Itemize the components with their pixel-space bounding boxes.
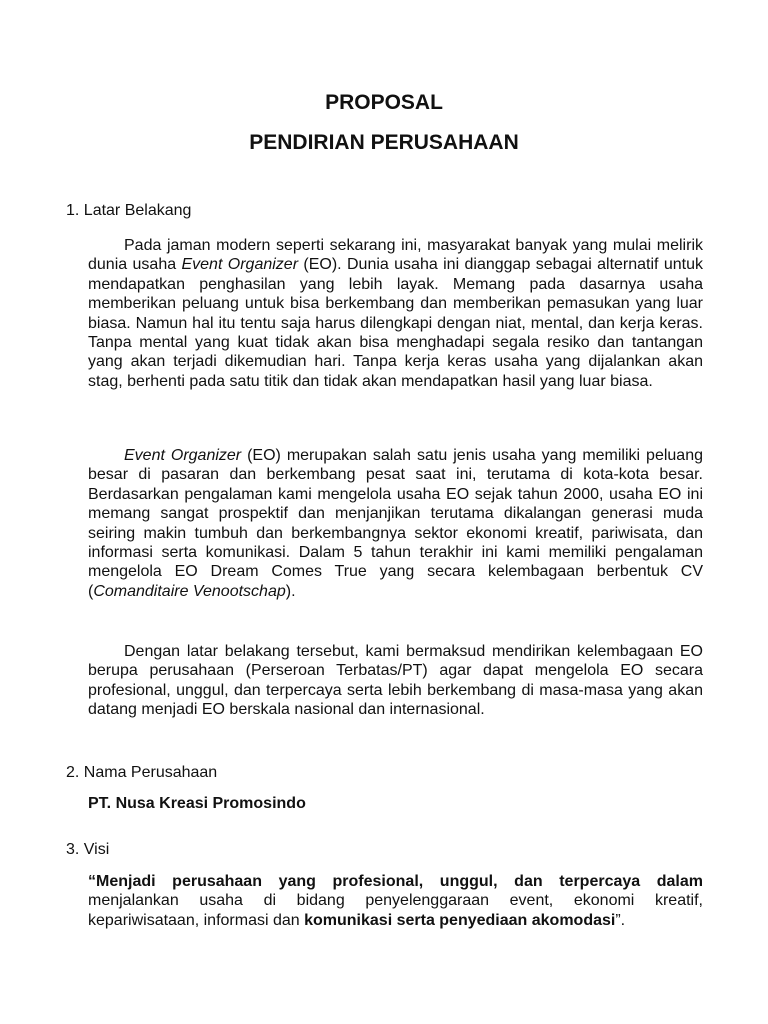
document-title: PROPOSAL — [325, 91, 443, 114]
paragraph-1-term: Event Organizer — [181, 256, 299, 274]
paragraph-2-term-cv: Comanditaire Venootschap — [93, 582, 286, 600]
paragraph-1-text-a: Pada jaman modern seperti sekarang ini, masyarakat banyak yang mulai melirik dunia usaha — [88, 237, 703, 274]
paragraph-2 — [88, 446, 703, 601]
paragraph-2-text-b: (EO) merupakan salah satu jenis usaha yang memiliki peluang besar di pasaran dan berkembang pesat saat ini, terutama di kota-kota besar. Berdasarkan pengalaman kami mengelola usaha EO sejak tahun 2000, usaha EO ini memang sangat prospektif dan menjanjikan terutama dikalangan generasi muda seiring makin tumbuh dan berkembangnya sektor ekonomi kreatif, pariwisata, dan informasi serta komunikasi. Dalam 5 tahun terakhir ini kami memiliki pengalaman mengelola EO Dream Comes True yang secara kelembagaan berbentuk CV ( — [88, 447, 703, 600]
paragraph-1-text-c: (EO). Dunia usaha ini dianggap sebagai alternatif untuk mendapatkan penghasilan yang lebih layak. Memang pada dasarnya usaha memberikan peluang untuk bisa berkembang dan memberikan pemasukan yang luar biasa. Namun hal itu tentu saja harus dilengkapi dengan niat, mental, dan kerja keras. Tanpa mental yang kuat tidak akan bisa menghadapi segala resiko dan tantangan yang akan terjadi dikemudian hari. Tanpa kerja keras usaha yang dijalankan akan stag, berhenti pada satu titik dan tidak akan mendapatkan hasil yang luar biasa. — [88, 256, 704, 390]
vision-text-a: “Menjadi perusahaan yang profesional, unggul, dan terpercaya dalam — [88, 873, 703, 890]
vision-text-d: ”. — [615, 911, 626, 929]
paragraph-3-text: Dengan latar belakang tersebut, kami bermaksud mendirikan kelembagaan EO berupa perusahaan (Perseroan Terbatas/PT) agar dapat mengelola EO secara profesional, unggul, dan terpercaya serta lebih berkembang di masa-masa yang akan datang menjadi EO berskala nasional dan internasional. — [88, 643, 703, 719]
paragraph-3 — [88, 642, 703, 720]
vision-text-c: komunikasi serta penyediaan akomodasi — [304, 911, 616, 929]
vision-statement — [88, 872, 703, 930]
paragraph-1 — [88, 236, 703, 391]
section-heading-visi: 3. Visi — [66, 841, 110, 858]
section-heading-nama-perusahaan: 2. Nama Perusahaan — [66, 764, 218, 781]
company-name: PT. Nusa Kreasi Promosindo — [88, 795, 306, 812]
vision-text-b: menjalankan usaha di bidang penyelenggaraan event, ekonomi kreatif, kepariwisataan, informasi dan — [88, 892, 703, 929]
paragraph-2-text-d: ). — [285, 582, 296, 600]
section-heading-latar-belakang: 1. Latar Belakang — [66, 202, 192, 219]
document-subtitle: PENDIRIAN PERUSAHAAN — [249, 131, 519, 154]
paragraph-2-term: Event Organizer — [124, 447, 242, 464]
